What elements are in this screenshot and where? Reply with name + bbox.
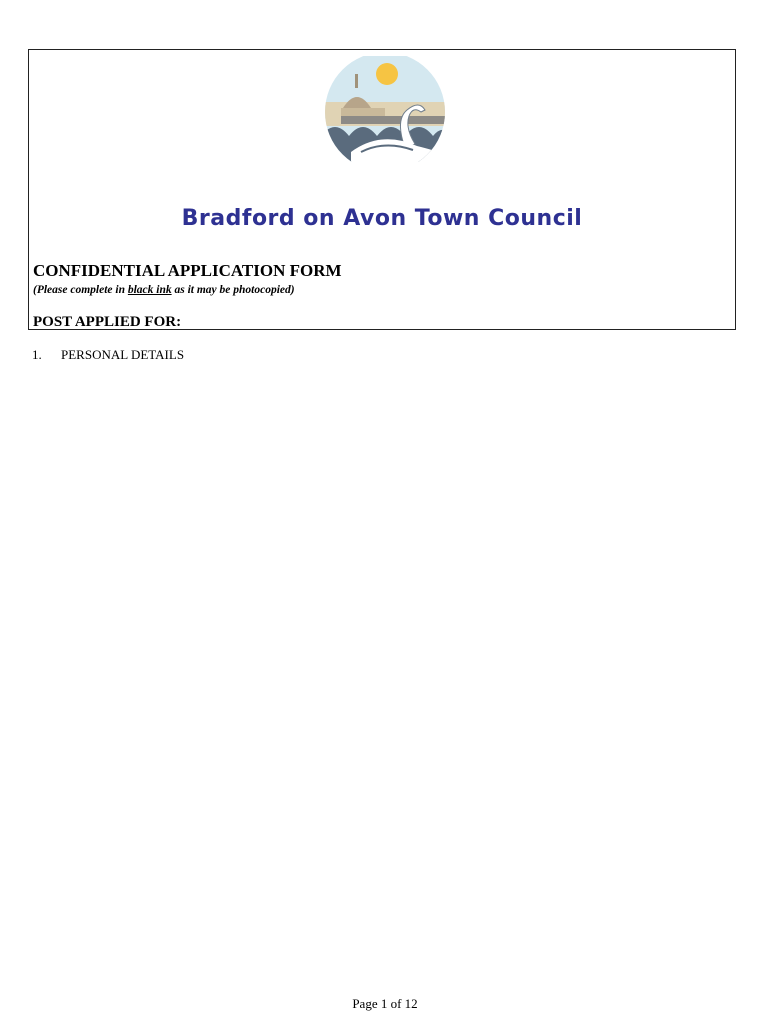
form-instructions xyxy=(33,284,295,296)
town-council-logo xyxy=(321,56,449,162)
form-title: CONFIDENTIAL APPLICATION FORM xyxy=(33,261,342,280)
post-applied-label: POST APPLIED FOR: xyxy=(33,314,182,330)
section-number: 1. xyxy=(32,347,42,362)
section-title: PERSONAL DETAILS xyxy=(61,347,185,362)
form-note-emphasis: black ink xyxy=(127,284,172,296)
form-note-end: as it may be photocopied) xyxy=(171,284,295,296)
council-name: Bradford on Avon Town Council xyxy=(181,206,583,231)
form-note-start: (Please complete in xyxy=(33,284,128,296)
header-box xyxy=(28,49,736,330)
section-heading xyxy=(32,347,184,363)
page-number: Page 1 of 12 xyxy=(352,996,418,1011)
